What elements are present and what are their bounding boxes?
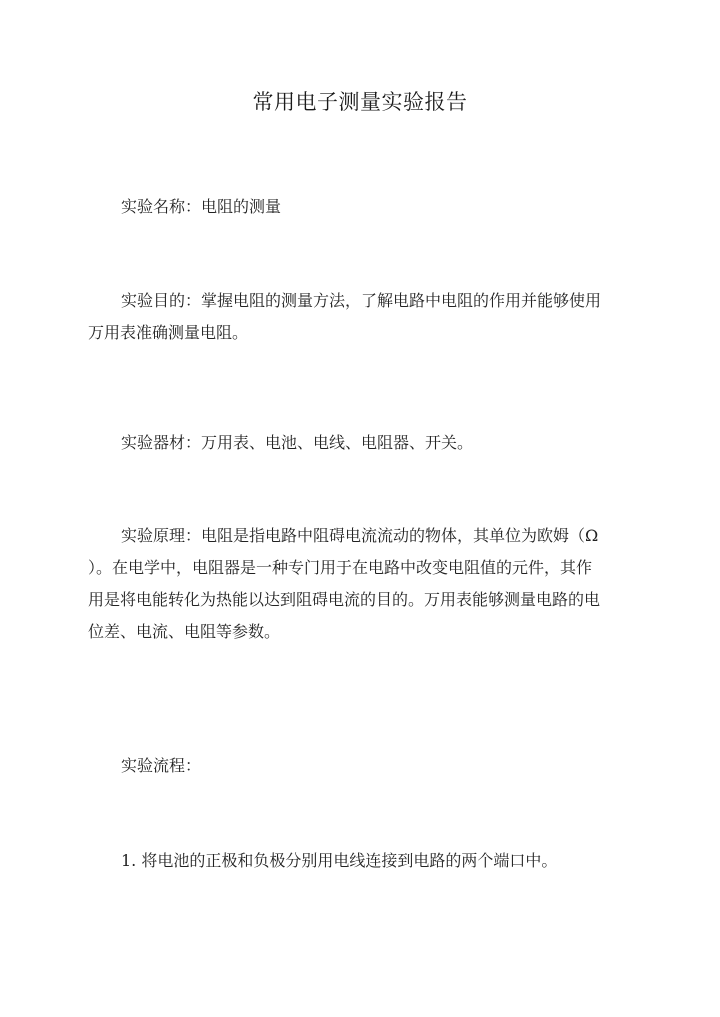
experiment-name-paragraph [88,191,636,223]
document-title: 常用电子测量实验报告 [252,90,468,114]
experiment-purpose-line-2: 万用表准确测量电阻。 [88,323,249,342]
principle-paragraph [88,520,636,648]
experiment-purpose-line-1: 实验目的：掌握电阻的测量方法，了解电路中电阻的作用并能够使用 [121,291,602,310]
equipment-text: 实验器材：万用表、电池、电线、电阻器、开关。 [121,433,474,452]
principle-line-4: 位差、电流、电阻等参数。 [88,622,281,641]
principle-line-1: 实验原理：电阻是指电路中阻碍电流流动的物体，其单位为欧姆（Ω [121,526,599,545]
procedure-heading: 实验流程： [121,756,202,775]
procedure-steps [88,845,636,877]
principle-line-2: ）。在电学中，电阻器是一种专门用于在电路中改变电阻值的元件，其作 [88,558,593,577]
equipment-paragraph [88,427,636,459]
experiment-name-text: 实验名称：电阻的测量 [121,197,282,216]
procedure-step-1: 1. 将电池的正极和负极分别用电线连接到电路的两个端口中。 [121,851,558,870]
principle-line-3: 用是将电能转化为热能以达到阻碍电流的目的。万用表能够测量电路的电 [88,590,601,609]
experiment-purpose-paragraph [88,285,636,349]
procedure-heading-paragraph [88,750,636,782]
